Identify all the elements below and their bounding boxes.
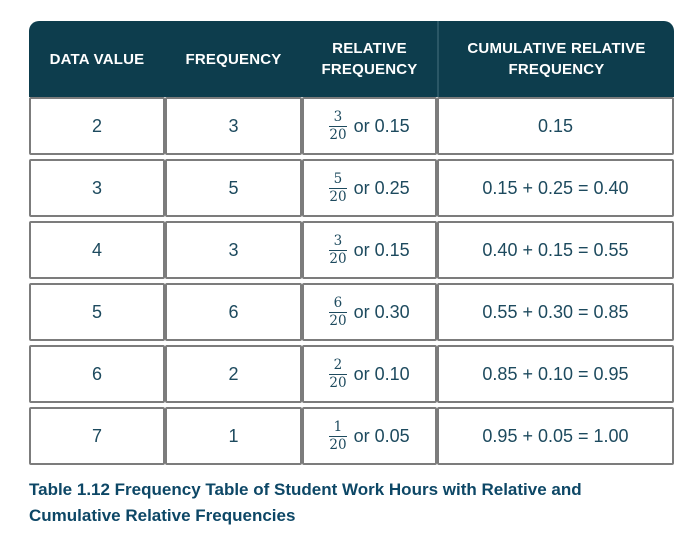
fraction-decimal-text: or 0.10 bbox=[353, 363, 410, 384]
fraction-numerator: 1 bbox=[329, 420, 346, 437]
cell-relative-frequency bbox=[302, 345, 437, 403]
cell-frequency: 6 bbox=[165, 283, 302, 341]
table-row bbox=[29, 221, 674, 279]
table-header-row bbox=[29, 21, 674, 97]
relative-frequency-value bbox=[329, 358, 409, 391]
relative-frequency-value bbox=[329, 234, 409, 267]
cell-cumulative-relative-frequency: 0.95 + 0.05 = 1.00 bbox=[437, 407, 674, 465]
cell-cumulative-relative-frequency: 0.15 + 0.25 = 0.40 bbox=[437, 159, 674, 217]
frequency-table bbox=[29, 21, 674, 465]
cell-frequency: 3 bbox=[165, 221, 302, 279]
fraction-decimal-text: or 0.15 bbox=[353, 115, 410, 136]
fraction bbox=[329, 296, 346, 329]
fraction-denominator: 20 bbox=[329, 188, 347, 205]
header-cell-cumulative-relative-frequency: CUMULATIVE RELATIVE FREQUENCY bbox=[437, 21, 674, 97]
fraction-decimal-text: or 0.25 bbox=[353, 177, 410, 198]
cell-relative-frequency bbox=[302, 407, 437, 465]
cell-data-value: 2 bbox=[29, 97, 165, 155]
fraction-denominator: 20 bbox=[329, 250, 347, 267]
cell-cumulative-relative-frequency: 0.15 bbox=[437, 97, 674, 155]
header-cell-relative-frequency: RELATIVE FREQUENCY bbox=[321, 40, 418, 78]
table-row bbox=[29, 407, 674, 465]
fraction bbox=[329, 420, 346, 453]
cell-frequency: 3 bbox=[165, 97, 302, 155]
cell-relative-frequency bbox=[302, 97, 437, 155]
fraction bbox=[329, 234, 346, 267]
cell-frequency: 2 bbox=[165, 345, 302, 403]
cell-data-value: 5 bbox=[29, 283, 165, 341]
fraction-decimal-text: or 0.15 bbox=[353, 239, 410, 260]
cell-data-value: 4 bbox=[29, 221, 165, 279]
header-cell-data-value: DATA VALUE bbox=[49, 50, 145, 68]
cell-relative-frequency bbox=[302, 283, 437, 341]
cell-data-value: 7 bbox=[29, 407, 165, 465]
fraction-numerator: 6 bbox=[329, 296, 346, 313]
relative-frequency-value bbox=[329, 110, 409, 143]
table-row bbox=[29, 159, 674, 217]
relative-frequency-value bbox=[329, 296, 409, 329]
cell-data-value: 3 bbox=[29, 159, 165, 217]
relative-frequency-value bbox=[329, 172, 409, 205]
cell-cumulative-relative-frequency: 0.55 + 0.30 = 0.85 bbox=[437, 283, 674, 341]
cell-frequency: 5 bbox=[165, 159, 302, 217]
fraction-numerator: 3 bbox=[329, 110, 346, 127]
table-row bbox=[29, 345, 674, 403]
table-caption: Table 1.12 Frequency Table of Student Work Hours with Relative and Cumulative Relative Frequencies bbox=[29, 480, 582, 526]
fraction-denominator: 20 bbox=[329, 312, 347, 329]
fraction bbox=[329, 110, 346, 143]
fraction-decimal-text: or 0.30 bbox=[353, 301, 410, 322]
cell-relative-frequency bbox=[302, 159, 437, 217]
fraction-denominator: 20 bbox=[329, 126, 347, 143]
cell-cumulative-relative-frequency: 0.85 + 0.10 = 0.95 bbox=[437, 345, 674, 403]
cell-data-value: 6 bbox=[29, 345, 165, 403]
fraction-denominator: 20 bbox=[329, 436, 347, 453]
relative-frequency-value bbox=[329, 420, 409, 453]
fraction-denominator: 20 bbox=[329, 374, 347, 391]
fraction-numerator: 5 bbox=[329, 172, 346, 189]
fraction-decimal-text: or 0.05 bbox=[353, 425, 410, 446]
cell-relative-frequency bbox=[302, 221, 437, 279]
table-row bbox=[29, 97, 674, 155]
fraction bbox=[329, 172, 346, 205]
fraction-numerator: 3 bbox=[329, 234, 346, 251]
fraction bbox=[329, 358, 346, 391]
cell-cumulative-relative-frequency: 0.40 + 0.15 = 0.55 bbox=[437, 221, 674, 279]
header-cell-frequency: FREQUENCY bbox=[185, 50, 282, 68]
cell-frequency: 1 bbox=[165, 407, 302, 465]
fraction-numerator: 2 bbox=[329, 358, 346, 375]
table-body bbox=[29, 97, 674, 465]
table-row bbox=[29, 283, 674, 341]
